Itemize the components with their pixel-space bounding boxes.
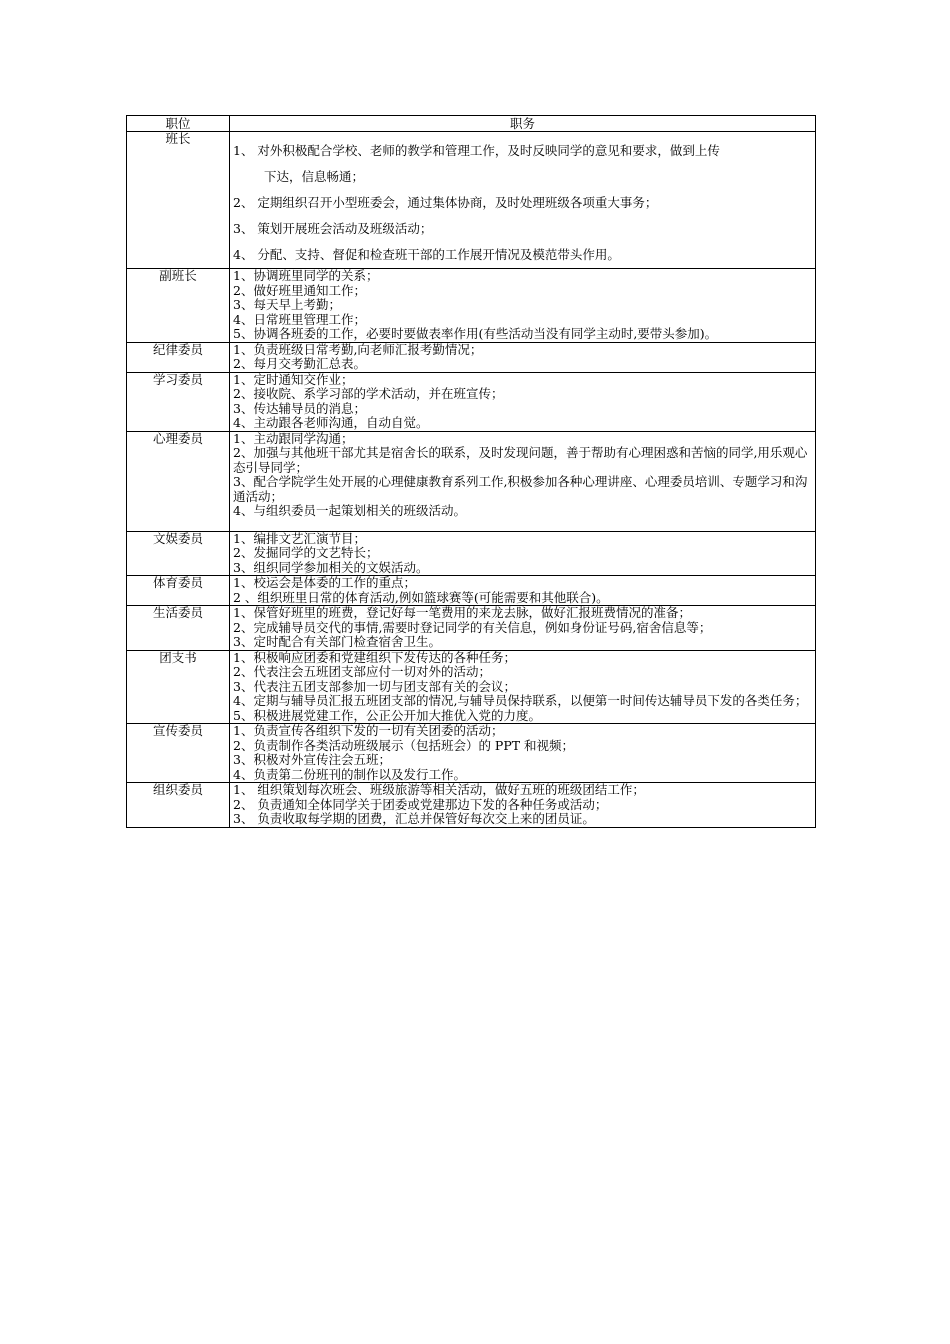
position-cell: 宣传委员 [127,724,230,783]
table-row [127,342,816,372]
position-cell: 学习委员 [127,372,230,431]
duty-line: 1、保管好班里的班费，登记好每一笔费用的来龙去脉，做好汇报班费情况的准备； [233,605,691,620]
duty-line: 4、定期与辅导员汇报五班团支部的情况,与辅导员保持联系，以便第一时间传达辅导员下发的各类任务； [233,693,808,708]
duty-line: 1、 组织策划每次班会、班级旅游等相关活动，做好五班的班级团结工作； [233,782,645,797]
table-row [127,724,816,783]
duty-line: 2、每月交考勤汇总表。 [233,356,366,371]
duty-line: 4、与组织委员一起策划相关的班级活动。 [233,503,466,518]
header-position: 职位 [127,116,230,132]
table-row [127,650,816,724]
duty-line: 3、传达辅导员的消息； [233,400,366,416]
position-cell: 班长 [127,132,230,269]
table-row [127,531,816,576]
table-row [127,132,816,269]
position-cell: 体育委员 [127,576,230,606]
duty-line: 3、 负责收取每学期的团费，汇总并保管好每次交上来的团员证。 [233,811,595,826]
duty-line: 4、 分配、支持、督促和检查班干部的工作展开情况及模范带头作用。 [233,247,620,262]
duty-line: 4、主动跟各老师沟通，自动自觉。 [233,415,429,430]
duty-line: 1、负责班级日常考勤,向老师汇报考勤情况； [233,341,483,357]
table-row [127,783,816,828]
duty-line: 2、负责制作各类活动班级展示（包括班会）的 PPT 和视频； [233,737,575,753]
duty-line: 2、加强与其他班干部尤其是宿舍长的联系，及时发现问题，善于帮助有心理困惑和苦恼的同学,用乐观心态引导同学； [233,445,808,475]
duty-line: 4、负责第二份班刊的制作以及发行工作。 [233,766,466,782]
duty-line: 3、 策划开展班会活动及班级活动； [233,221,433,236]
duty-line: 1、校运会是体委的工作的重点； [233,575,416,590]
table-row [127,269,816,343]
header-duties: 职务 [230,116,816,132]
duty-line: 4、日常班里管理工作； [233,311,366,327]
duty-line: 2、发掘同学的文艺特长； [233,545,379,560]
duty-line: 下达，信息畅通； [264,169,365,184]
table-row [127,576,816,606]
duties-cell [230,372,816,431]
position-cell: 组织委员 [127,783,230,828]
duties-cell [230,606,816,651]
duty-line: 2、接收院、系学习部的学术活动，并在班宣传； [233,386,504,401]
duty-line: 1、编排文艺汇演节目； [233,530,366,546]
duty-line: 1、定时通知交作业； [233,371,354,387]
header-row [127,116,816,132]
duty-line: 3、每天早上考勤； [233,297,341,312]
duty-line: 2、 定期组织召开小型班委会，通过集体协商，及时处理班级各项重大事务； [233,195,658,210]
duty-line: 3、积极对外宣传注会五班； [233,752,391,767]
duty-line: 2 、组织班里日常的体育活动,例如篮球赛等(可能需要和其他联合)。 [233,589,609,605]
duties-cell [230,431,816,531]
position-cell: 副班长 [127,269,230,343]
duties-cell [230,269,816,343]
position-cell: 团支书 [127,650,230,724]
duty-line: 1、主动跟同学沟通； [233,430,354,446]
duties-cell [230,783,816,828]
duties-cell [230,650,816,724]
duty-line: 3、配合学院学生处开展的心理健康教育系列工作,积极参加各种心理讲座、心理委员培训、专题学习和沟通活动； [233,474,808,504]
duties-cell [230,531,816,576]
duties-cell [230,342,816,372]
duty-line: 1、负责宣传各组织下发的一切有关团委的活动； [233,723,504,738]
duty-table [126,115,816,828]
duty-line: 5、积极进展党建工作，公正公开加大推优入党的力度。 [233,707,541,723]
position-cell: 文娱委员 [127,531,230,576]
duty-line: 2、 负责通知全体同学关于团委或党建那边下发的各种任务或活动； [233,796,608,812]
duties-cell [230,724,816,783]
table-row [127,431,816,531]
duty-line: 1、协调班里同学的关系； [233,268,379,283]
duties-cell [230,132,816,269]
duty-line: 2、做好班里通知工作； [233,282,366,298]
duty-line: 1、 对外积极配合学校、老师的教学和管理工作，及时反映同学的意见和要求，做到上传 [233,143,720,158]
table-row [127,372,816,431]
duties-cell [230,576,816,606]
duty-line: 3、定时配合有关部门检查宿舍卫生。 [233,634,441,649]
duty-line: 5、协调各班委的工作，必要时要做表率作用(有些活动当没有同学主动时,要带头参加)。 [233,326,718,341]
duty-line: 2、代表注会五班团支部应付一切对外的活动； [233,664,491,679]
table-row [127,606,816,651]
duty-line: 1、积极响应团委和党建组织下发传达的各种任务； [233,649,516,665]
position-cell: 心理委员 [127,431,230,531]
duty-line: 2、完成辅导员交代的事情,需要时登记同学的有关信息，例如身份证号码,宿舍信息等； [233,619,712,635]
position-cell: 纪律委员 [127,342,230,372]
duty-line: 3、代表注五团支部参加一切与团支部有关的会议； [233,678,516,694]
position-cell: 生活委员 [127,606,230,651]
duty-line: 3、组织同学参加相关的文娱活动。 [233,559,429,575]
